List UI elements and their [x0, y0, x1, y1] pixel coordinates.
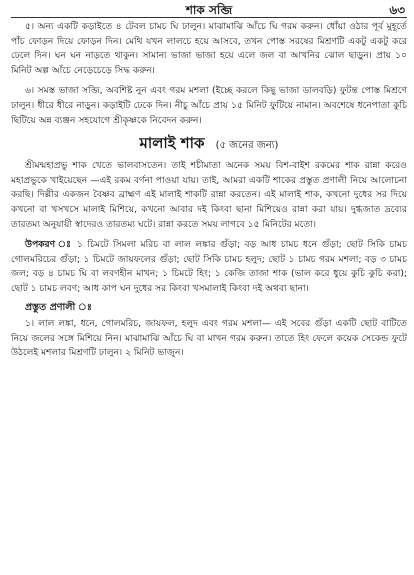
section-subtitle: (৫ জনের জন্য): [215, 140, 279, 152]
intro-paragraph: শ্রীমন্মহাপ্রভু শাক খেতে ভালবাসতেন। তাই শচীমাতা অনেক সময় বিশ-বাইশ রকমের শাক রান্না করেও মহাপ্রভুকে খাইয়েছেন —এই রকম বর্ণনা পাওয়া যায়। তাই, আমরা একটি শাকের প্রস্তুত প্রণালী নিয়ে আলোচনা করছি। দিল্লীর একজন বৈষ্ণব ব্রাহ্মণ এই মালাই শাকটি রান্না করতেন। এই মালাই শাক, কখনো দুধের সর দিয়ে কখনো বা খসখসে মালাই মিশিয়ে, কখনো আবার দই কিংবা ছানা মিশিয়েও রান্না করা যায়। দুগ্ধজাত দ্রব্যের তারতম্য অনুযায়ী স্বাদেরও তারতম্য ঘটে। রান্না করতে সময় লাগবে ১৫ মিনিটের মতো।: [11, 161, 407, 230]
step-5-paragraph: ৫। অন্য একটি কড়াইতে ৪ টেবল চামচ ঘি ঢালুন। মাঝামাঝি আঁচে ঘি গরম করুন। ধোঁয়া ওঠার পূর্ব মুহূর্তে পাঁচ ফোড়ন দিয়ে ফোড়ন দিন। মেথি যখন লালচে হয়ে আসবে, তখন পোস্ত সরষের মিশ্রণটি একটু একটু করে ঢেলে দিন। ঘন ঘন নাড়তে থাকুন। সামান্য ভাজা ভাজা হয়ে এলে জল বা আখনির ঝোল ছাড়ুন। প্রায় ১০ মিনিট অল্প আঁচে নেড়েচেড়ে সিদ্ধ করুন।: [11, 22, 407, 76]
method-paragraph: ১। লাল লঙ্কা, ধনে, গোলমরিচ, জায়ফল, হলুদ এবং গরম মশলা— এই সবের গুঁড়া একটি ছোট বাটিতে নিয়ে জলের সঙ্গে মিশিয়ে নিন। মাঝামাঝি আঁচে ঘি বা মাখন গরম করুন। তাতে হিং ফেলে কয়েক সেকেন্ড ফুটে উঠলেই মশলার মিশ্রণটি ঢালুন। ২ মিনিট ভাজুন।: [11, 319, 407, 359]
ingredients-text: ১ চিমটে সিমলা মরিচ বা লাল লঙ্কার গুঁড়া; বড় আধ চামচ ধনে গুঁড়া; ছোট সিকি চামচ গোলমরিচের গুঁড়া; ১ চিমটে জায়ফলের গুঁড়া; ছোট সিকি চামচ হলুদ; ছোট ১ চামচ গরম মশলা; বড় ৩ চামচ জল; বড় ৪ চামচ ঘি বা লবণহীন মাখন; ১ চিমটে হিং; ১ কেজি তাজা শাক (ভাল করে ধুয়ে কুচি কুচি করা); ছোট ১ চামচ লবণ; আধ কাপ ঘন দুধের সর কিংবা খসমালাই কিংবা দই অথবা ছানা।: [11, 240, 407, 294]
page-number: ৬৩: [389, 3, 405, 17]
step-6-paragraph: ৬। সমস্ত ভাজা সব্জি, অবশিষ্ট নুন এবং গরম মশলা (ইচ্ছে করলে কিছু ভাজা ডালবড়ি) ফুটন্ত পোস্ত মিশ্রণে ঢালুন। ধীরে ধীরে নাড়ুন। কড়াইটি ঢেকে দিন। নীচু আঁচে প্রায় ১৫ মিনিট ফুটিয়ে নামান। অবশেষে ধনেপাতা কুচি ছিটিয়ে অন্ন ব্যঞ্জন সহযোগে শ্রীকৃষ্ণকে নিবেদন করুন।: [11, 86, 407, 126]
page-header: [11, 0, 407, 20]
running-title: শাক সব্জি: [185, 3, 233, 17]
method-heading: প্রস্তুত প্রণালী ঃ: [25, 301, 92, 313]
header-rule: [11, 17, 407, 18]
section-heading: [11, 132, 407, 157]
ingredients-label: উপকরণ ঃ: [25, 240, 73, 251]
ingredients-paragraph: [11, 238, 407, 296]
section-title: মালাই শাক: [139, 134, 205, 153]
